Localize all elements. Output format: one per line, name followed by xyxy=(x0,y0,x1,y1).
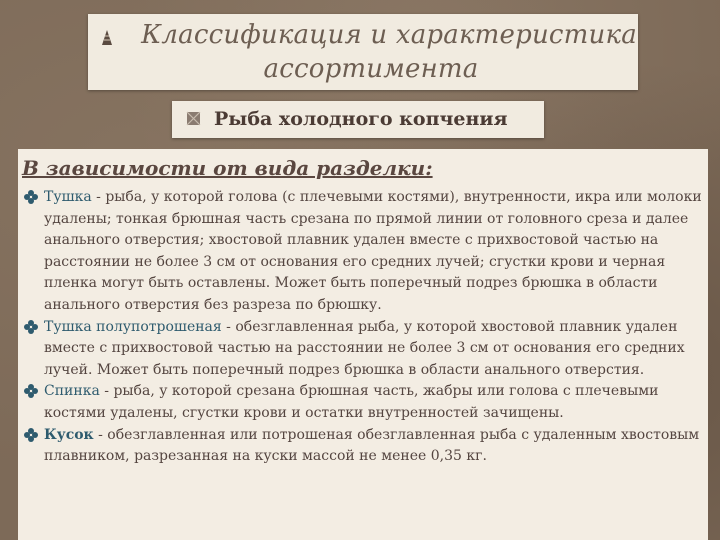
section-heading: В зависимости от вида разделки: xyxy=(22,156,433,180)
list-item xyxy=(22,187,706,317)
list-item xyxy=(22,381,706,424)
slide-subtitle: Рыба холодного копчения xyxy=(214,108,508,130)
list-item xyxy=(22,425,706,468)
diamond-clover-bullet-icon xyxy=(22,381,40,402)
item-term: Кусок xyxy=(44,426,94,443)
definition-list xyxy=(22,187,706,468)
item-term: Тушка полупотрошеная xyxy=(44,318,222,335)
diamond-clover-bullet-icon xyxy=(22,317,40,338)
title-box xyxy=(88,14,638,90)
diamond-clover-bullet-icon xyxy=(22,187,40,208)
item-text: - рыба, у которой срезана брюшная часть, жабры или голова с плечевыми костями удалены, сгустки крови и остатки внутренностей зачищены. xyxy=(44,383,659,421)
item-text: - рыба, у которой голова (с плечевыми костями), внутренности, икра или молоки удалены; тонкая брюшная часть срезана по прямой линии от головного среза и далее анального отверстия; хвостовой плавник удален вместе с прихвостовой частью на расстоянии не более 3 см от основания его средних лучей; сгустки крови и черная пленка могут быть оставлены. Может быть поперечный подрез брюшка в области анального отверстия без разреза по брюшку. xyxy=(44,189,702,313)
slide-title-line-2: ассортимента xyxy=(263,54,479,84)
item-term: Спинка xyxy=(44,383,100,400)
subtitle-box xyxy=(172,101,544,138)
item-text: - обезглавленная рыба, у которой хвостовой плавник удален вместе с прихвостовой частью на расстоянии не более 3 см от основания его средних лучей. Может быть поперечный подрез брюшка в области анального отверстия. xyxy=(44,318,685,378)
quill-icon xyxy=(100,28,114,46)
list-item xyxy=(22,317,706,382)
item-text: - обезглавленная или потрошеная обезглавленная рыба с удаленным хвостовым плавником, разрезанная на куски массой не менее 0,35 кг. xyxy=(44,426,700,465)
item-term: Тушка xyxy=(44,189,92,205)
slide-title-line-1: Классификация и характеристика xyxy=(141,20,637,50)
diamond-clover-bullet-icon xyxy=(22,425,40,446)
content-panel xyxy=(18,149,708,540)
square-bullet-icon xyxy=(186,111,201,126)
